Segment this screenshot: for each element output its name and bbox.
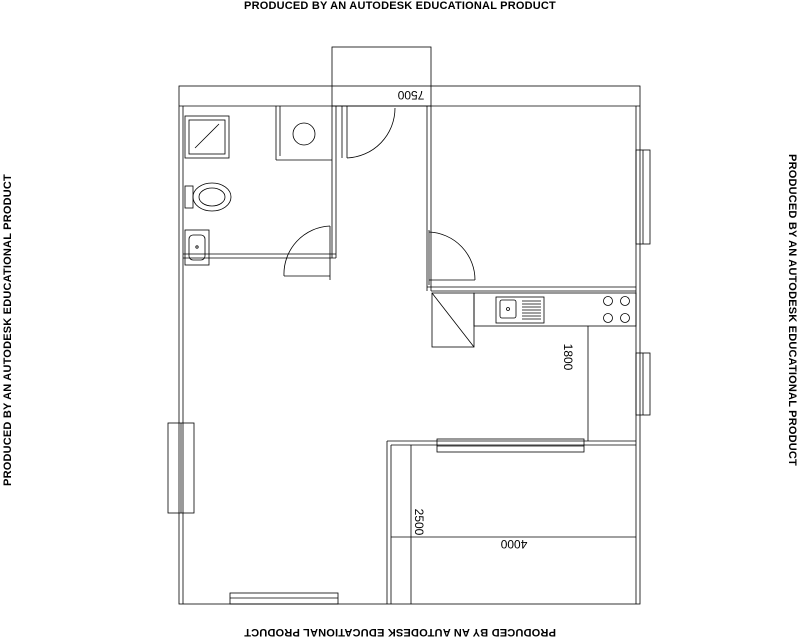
dimension-lower-left: 2500	[412, 508, 426, 536]
kitchen-counter	[432, 293, 636, 441]
bathroom	[183, 106, 336, 258]
watermark-right: PRODUCED BY AN AUTODESK EDUCATIONAL PRODUCT	[786, 154, 798, 466]
bathroom-door	[284, 226, 330, 280]
watermark-bottom: PRODUCED BY AN AUTODESK EDUCATIONAL PRODUCT	[244, 626, 556, 638]
watermark-top: PRODUCED BY AN AUTODESK EDUCATIONAL PRODUCT	[244, 0, 556, 12]
dimension-lower-middle: 4000	[500, 537, 528, 551]
bedroom-walls	[427, 106, 636, 291]
toilet	[185, 183, 231, 211]
windows	[168, 150, 650, 604]
watermark-left: PRODUCED BY AN AUTODESK EDUCATIONAL PRODUCT	[2, 174, 14, 486]
round-basin	[293, 123, 315, 145]
dimension-labels	[397, 88, 575, 551]
dimension-top: 7500	[397, 88, 425, 102]
bedroom-door	[429, 230, 475, 285]
stove	[604, 297, 630, 323]
shower-tray	[185, 116, 229, 158]
kitchen-sink	[496, 297, 544, 323]
entrance-door	[342, 106, 395, 158]
small-basin	[185, 230, 209, 265]
dimension-right-middle: 1800	[561, 343, 575, 371]
